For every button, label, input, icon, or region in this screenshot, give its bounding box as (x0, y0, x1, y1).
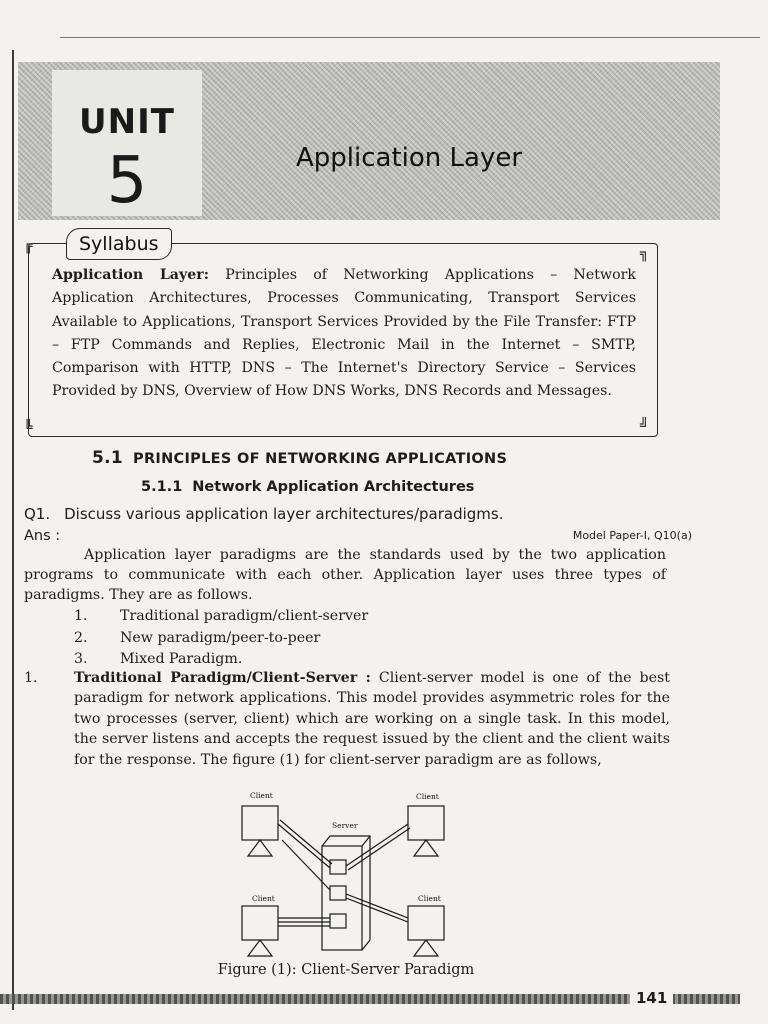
label-client-top-left: Client (250, 791, 273, 800)
client-stand-icon (248, 940, 272, 956)
client-stand-icon (248, 840, 272, 856)
syllabus-text (52, 264, 636, 404)
syllabus-lead: Application Layer: (52, 267, 209, 283)
question-text: Discuss various application layer architectures/paradigms. (64, 505, 504, 523)
question-number: Q1. (24, 505, 51, 523)
frame-corner-ornament: ╚ (24, 420, 33, 436)
client-stand-icon (414, 840, 438, 856)
syllabus-body: Principles of Networking Applications – Network Application Architectures, Processes Communicating, Transport Services Available to Applications, Transport Services Provided by the File Transfer: FTP – FTP Commands and Replies, Electronic Mail in the Internet – SMTP, Comparison with HTTP, DNS – The Internet's Directory Service – Services Provided by DNS, Overview of How DNS Works, DNS Records and Messages. (52, 267, 636, 400)
subsection-title: Network Application Architectures (192, 479, 475, 495)
client-stand-icon (414, 940, 438, 956)
list-item: 2. New paradigm/peer-to-peer (74, 629, 321, 646)
section-number: 5.1 (92, 448, 124, 468)
client-computer-icon (408, 906, 444, 940)
syllabus-tag: Syllabus (66, 228, 172, 260)
question (24, 505, 504, 523)
footer-band (0, 994, 740, 1004)
label-client-top-right: Client (416, 792, 439, 801)
label-client-bottom-left: Client (252, 894, 275, 903)
chapter-title: Application Layer (296, 143, 523, 173)
label-client-bottom-right: Client (418, 894, 441, 903)
client-computer-icon (242, 806, 278, 840)
point-title: Traditional Paradigm/Client-Server : (74, 670, 371, 686)
answer-intro: Application layer paradigms are the standards used by the two application programs to communicate with each other. Application layer uses three types of paradigms. They are as follows. (24, 547, 666, 603)
figure-caption: Figure (1): Client-Server Paradigm (217, 962, 475, 978)
subsection-heading (141, 479, 474, 495)
section-heading (92, 448, 507, 468)
frame-corner-ornament: ╔ (24, 238, 33, 254)
page-number: 141 (630, 989, 673, 1007)
client-computer-icon (242, 906, 278, 940)
list-item: 3. Mixed Paradigm. (74, 651, 243, 667)
point-client-server (24, 668, 670, 770)
section-title: PRINCIPLES OF NETWORKING APPLICATIONS (133, 451, 508, 467)
list-item: 1. Traditional paradigm/client-server (74, 608, 369, 624)
model-paper-reference: Model Paper-I, Q10(a) (572, 529, 692, 542)
answer-label: Ans : (24, 528, 61, 544)
point-number: 1. (24, 670, 38, 686)
top-rule (60, 37, 760, 38)
paradigm-list (74, 606, 368, 671)
label-server: Server (332, 821, 358, 830)
page-edge (12, 50, 14, 1010)
unit-box (52, 70, 202, 216)
frame-corner-ornament: ╝ (640, 418, 649, 434)
unit-label: UNIT (79, 102, 175, 142)
point-body (74, 668, 670, 770)
frame-corner-ornament: ╗ (640, 246, 649, 262)
point-text: Client-server model is one of the best paradigm for network applications. This model provides asymmetric roles for the two processes (server, client) which are working on a single task. In this model, the server listens and accepts the request issued by the client and the client waits for the response. The figure (1) for client-server paradigm are as follows, (74, 670, 671, 768)
client-server-diagram (232, 790, 464, 960)
subsection-number: 5.1.1 (141, 479, 183, 495)
client-computer-icon (408, 806, 444, 840)
server-icon (322, 836, 370, 950)
unit-number: 5 (106, 144, 148, 218)
